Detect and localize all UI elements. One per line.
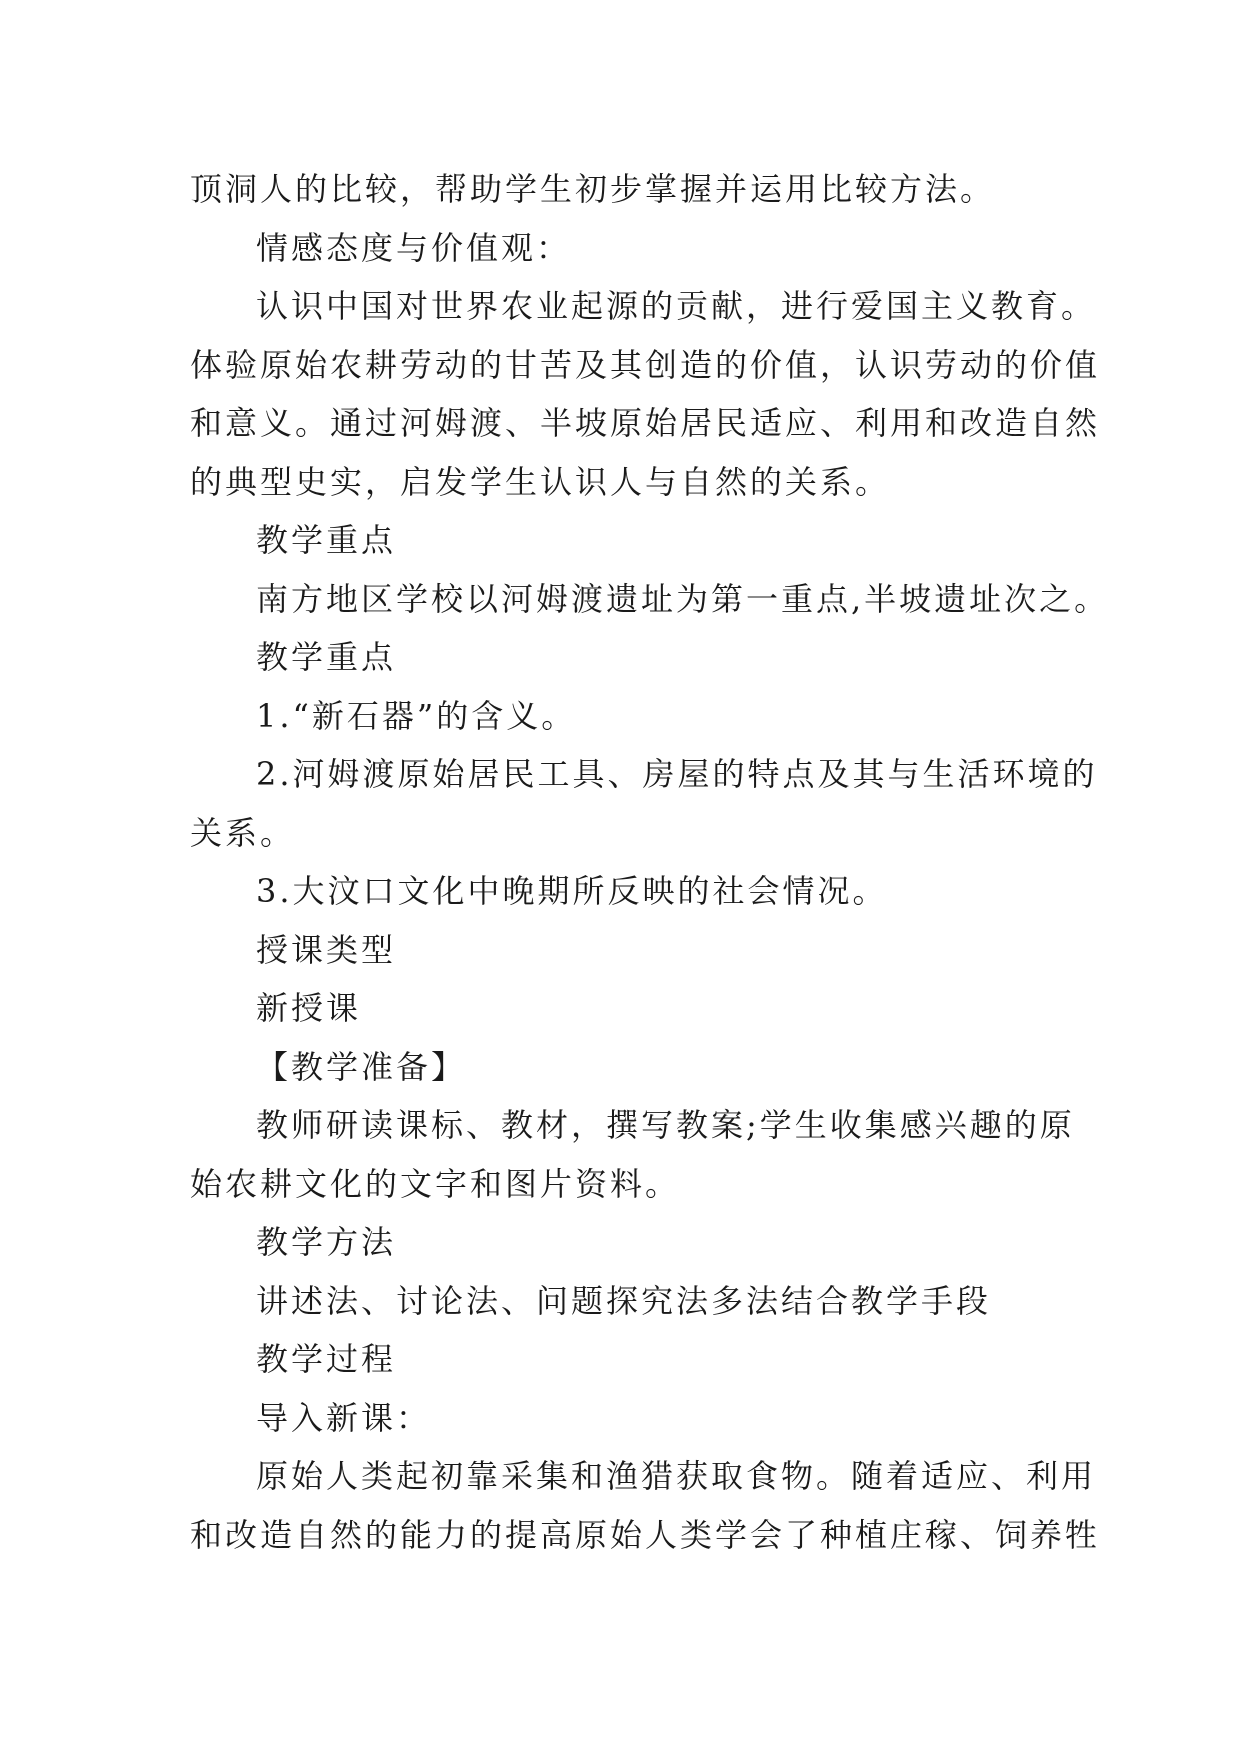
list-item: 1.“新石器”的含义。	[256, 696, 577, 735]
list-item: 3.大汶口文化中晚期所反映的社会情况。	[256, 872, 888, 910]
section-heading: 导入新课：	[256, 1398, 432, 1437]
list-item-continuation: 关系。	[190, 813, 296, 852]
text-line: 顶洞人的比较，帮助学生初步掌握并运用比较方法。	[190, 170, 996, 208]
text-line: 情感态度与价值观：	[256, 228, 572, 267]
list-item: 2.河姆渡原始居民工具、房屋的特点及其与生活环境的	[256, 755, 1098, 793]
text-line: 认识中国对世界农业起源的贡献，进行爱国主义教育。	[256, 287, 1097, 325]
section-heading: 教学方法	[256, 1223, 397, 1261]
section-heading: 教学重点	[256, 638, 397, 676]
section-heading: 授课类型	[256, 930, 397, 969]
text-line: 体验原始农耕劳动的甘苦及其创造的价值，认识劳动的价值	[190, 345, 1101, 384]
text-line: 和改造自然的能力的提高原始人类学会了种植庄稼、饲养牲	[190, 1515, 1101, 1554]
text-line: 原始人类起初靠采集和渔猎获取食物。随着适应、利用	[256, 1457, 1097, 1495]
section-heading: 教学重点	[256, 521, 397, 559]
section-heading: 【教学准备】	[256, 1047, 467, 1086]
text-line: 始农耕文化的文字和图片资料。	[190, 1164, 681, 1203]
text-line: 教师研读课标、教材，撰写教案;学生收集感兴趣的原	[256, 1106, 1075, 1144]
text-line: 南方地区学校以河姆渡遗址为第一重点,半坡遗址次之。	[256, 579, 1110, 618]
document-body	[190, 160, 1110, 1564]
section-heading: 教学过程	[256, 1340, 397, 1378]
text-line: 的典型史实，启发学生认识人与自然的关系。	[190, 462, 891, 501]
text-line: 和意义。通过河姆渡、半坡原始居民适应、利用和改造自然	[190, 404, 1101, 442]
text-line: 讲述法、讨论法、问题探究法多法结合教学手段	[256, 1281, 992, 1320]
text-line: 新授课	[256, 989, 362, 1027]
